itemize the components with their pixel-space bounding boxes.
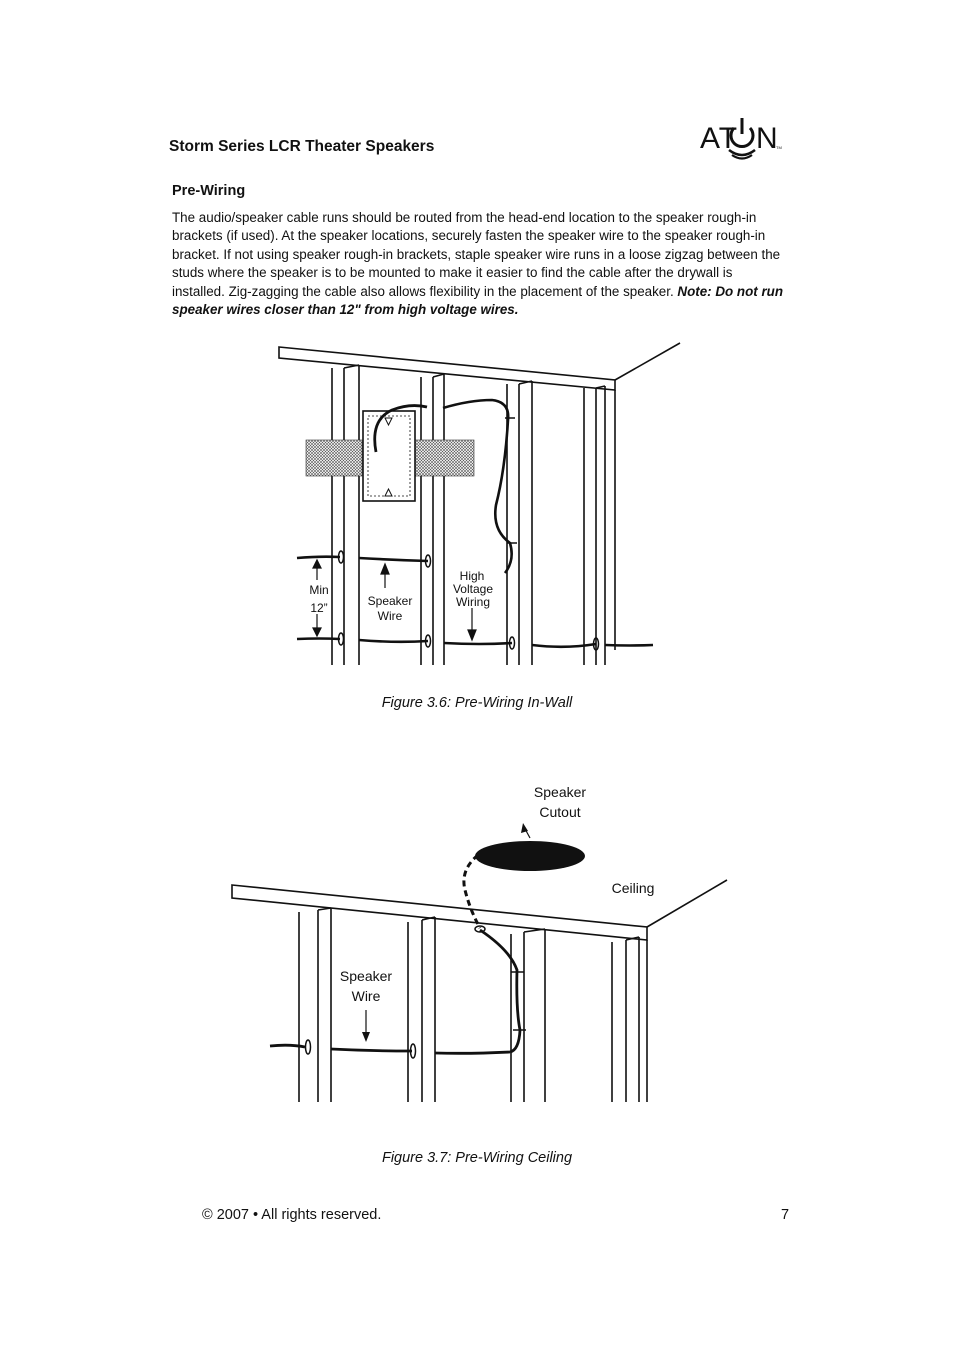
aton-logo xyxy=(698,112,788,164)
label-speaker-wire-1: Speaker xyxy=(339,968,393,984)
label-speaker-cutout-2: Cutout xyxy=(539,804,581,820)
logo-text-n: N xyxy=(756,122,778,155)
mesh-band-left xyxy=(306,440,362,476)
label-min: Min xyxy=(309,583,329,597)
label-speaker-wire-2: Wire xyxy=(351,988,381,1004)
speaker-cutout xyxy=(475,841,585,871)
figure-in-wall xyxy=(0,330,954,680)
rough-in-bracket xyxy=(363,411,415,501)
figure2-caption: Figure 3.7: Pre-Wiring Ceiling xyxy=(381,1150,573,1166)
figure1-caption: Figure 3.6: Pre-Wiring In-Wall xyxy=(381,695,573,711)
page-number: 7 xyxy=(781,1207,790,1223)
body-paragraph xyxy=(172,209,787,319)
logo-text: AT xyxy=(700,122,739,155)
paragraph-text: The audio/speaker cable runs should be routed from the head-end location to the speaker rough-in brackets (if used). At the speaker locations, securely fasten the speaker wire to the speaker rough-in bracket. If not using speaker rough-in brackets, staple speaker wire runs in a loose zigzag between the studs where the speaker is to be mounted to make it easier to find the cable after the drywall is installed. Zig-zagging the cable also allows flexibility in the placement of the speaker. xyxy=(172,210,781,299)
note-text: Note: Do not run speaker wires closer than 12" from high voltage wires. xyxy=(172,283,784,318)
label-speaker-cutout-1: Speaker xyxy=(533,784,587,800)
logo-tm: TM xyxy=(776,145,782,150)
lower-wire-run xyxy=(297,639,653,647)
section-heading: Pre-Wiring xyxy=(172,183,246,199)
copyright: © 2007 • All rights reserved. xyxy=(202,1207,382,1223)
label-voltage: Voltage xyxy=(452,582,494,596)
label-high: High xyxy=(459,569,485,583)
figure-ceiling xyxy=(0,770,954,1110)
ceiling-diagram xyxy=(0,770,954,1110)
document-title: Storm Series LCR Theater Speakers xyxy=(169,138,435,155)
vertical-wire xyxy=(480,930,520,1052)
in-wall-diagram xyxy=(0,330,954,680)
label-wire: Wire xyxy=(377,609,403,623)
mesh-band-right xyxy=(414,440,474,476)
label-ceiling: Ceiling xyxy=(611,880,655,896)
label-speaker: Speaker xyxy=(367,594,413,608)
label-wiring: Wiring xyxy=(455,595,491,609)
high-voltage-wire xyxy=(443,400,512,573)
label-min-value: 12” xyxy=(310,601,328,615)
